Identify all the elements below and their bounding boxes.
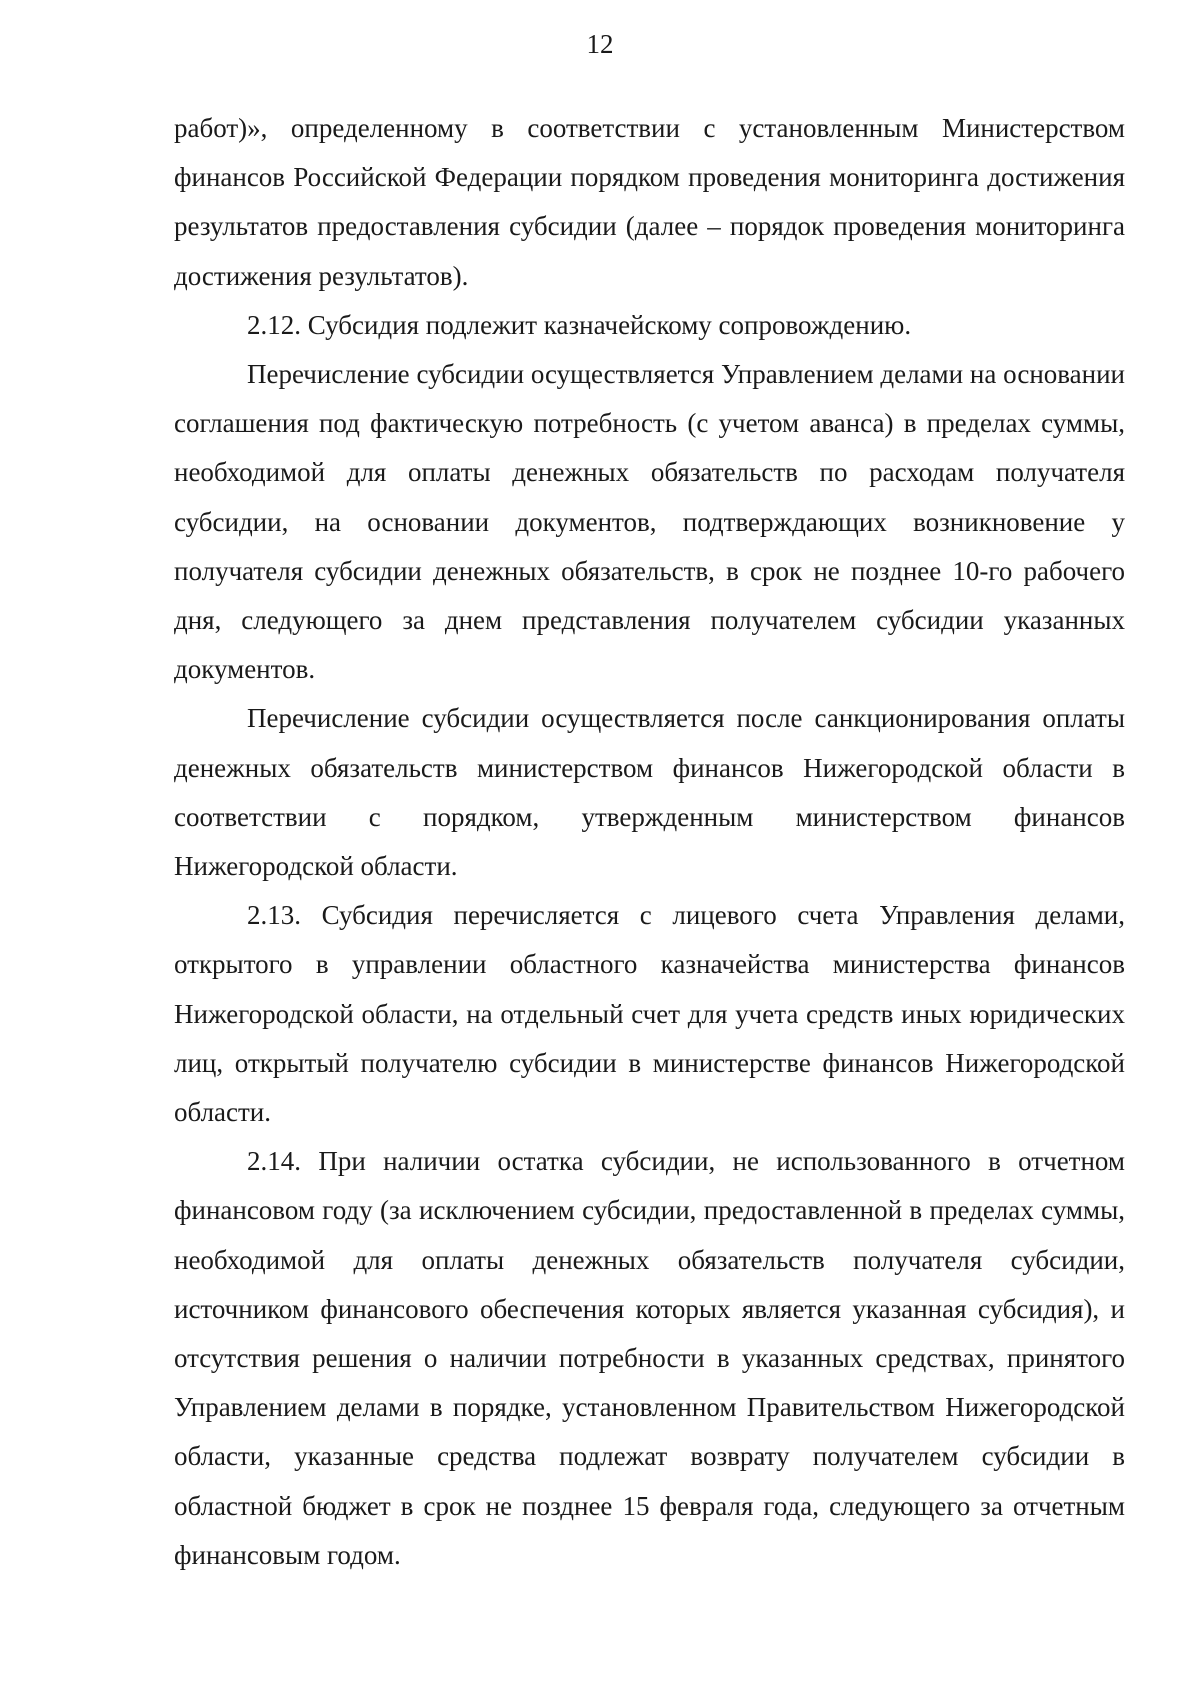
paragraph-clause-2-13: 2.13. Субсидия перечисляется с лицевого счета Управления делами, открытого в управлении областного казначейства министерства финансов Нижегородской области, на отдельный счет для учета средств иных юридических лиц, открытый получателю субсидии в министерстве финансов Нижегородской области. (174, 900, 1125, 1128)
paragraph-transfer-basis: Перечисление субсидии осуществляется Управлением делами на основании соглашения под фактическую потребность (с учетом аванса) в пределах суммы, необходимой для оплаты денежных обязательств по расходам получателя субсидии, на основании документов, подтверждающих возникновение у получателя субсидии денежных обязательств, в срок не позднее 10-го рабочего дня, следующего за днем представления получателем субсидии указанных документов. (174, 359, 1125, 685)
page-number: 12 (586, 29, 614, 59)
paragraph-clause-2-14: 2.14. При наличии остатка субсидии, не использованного в отчетном финансовом году (за исключением субсидии, предоставленной в пределах суммы, необходимой для оплаты денежных обязательств получателя субсидии, источником финансового обеспечения которых является указанная субсидия), и отсутствия решения о наличии потребности в указанных средствах, принятого Управлением делами в порядке, установленном Правительством Нижегородской области, указанные средства подлежат возврату получателем субсидии в областной бюджет в срок не позднее 15 февраля года, следующего за отчетным финансовым годом. (174, 1146, 1125, 1570)
paragraph-transfer-sanction: Перечисление субсидии осуществляется после санкционирования оплаты денежных обязательств министерством финансов Нижегородской области в соответствии с порядком, утвержденным министерством финансов Нижегородской области. (174, 703, 1125, 882)
paragraph-continuation: работ)», определенному в соответствии с установленным Министерством финансов Российской Федерации порядком проведения мониторинга достижения результатов предоставления субсидии (далее – порядок проведения мониторинга достижения результатов). (174, 113, 1125, 291)
document-body (174, 104, 1125, 1580)
paragraph-clause-2-12: 2.12. Субсидия подлежит казначейскому сопровождению. (247, 309, 912, 340)
